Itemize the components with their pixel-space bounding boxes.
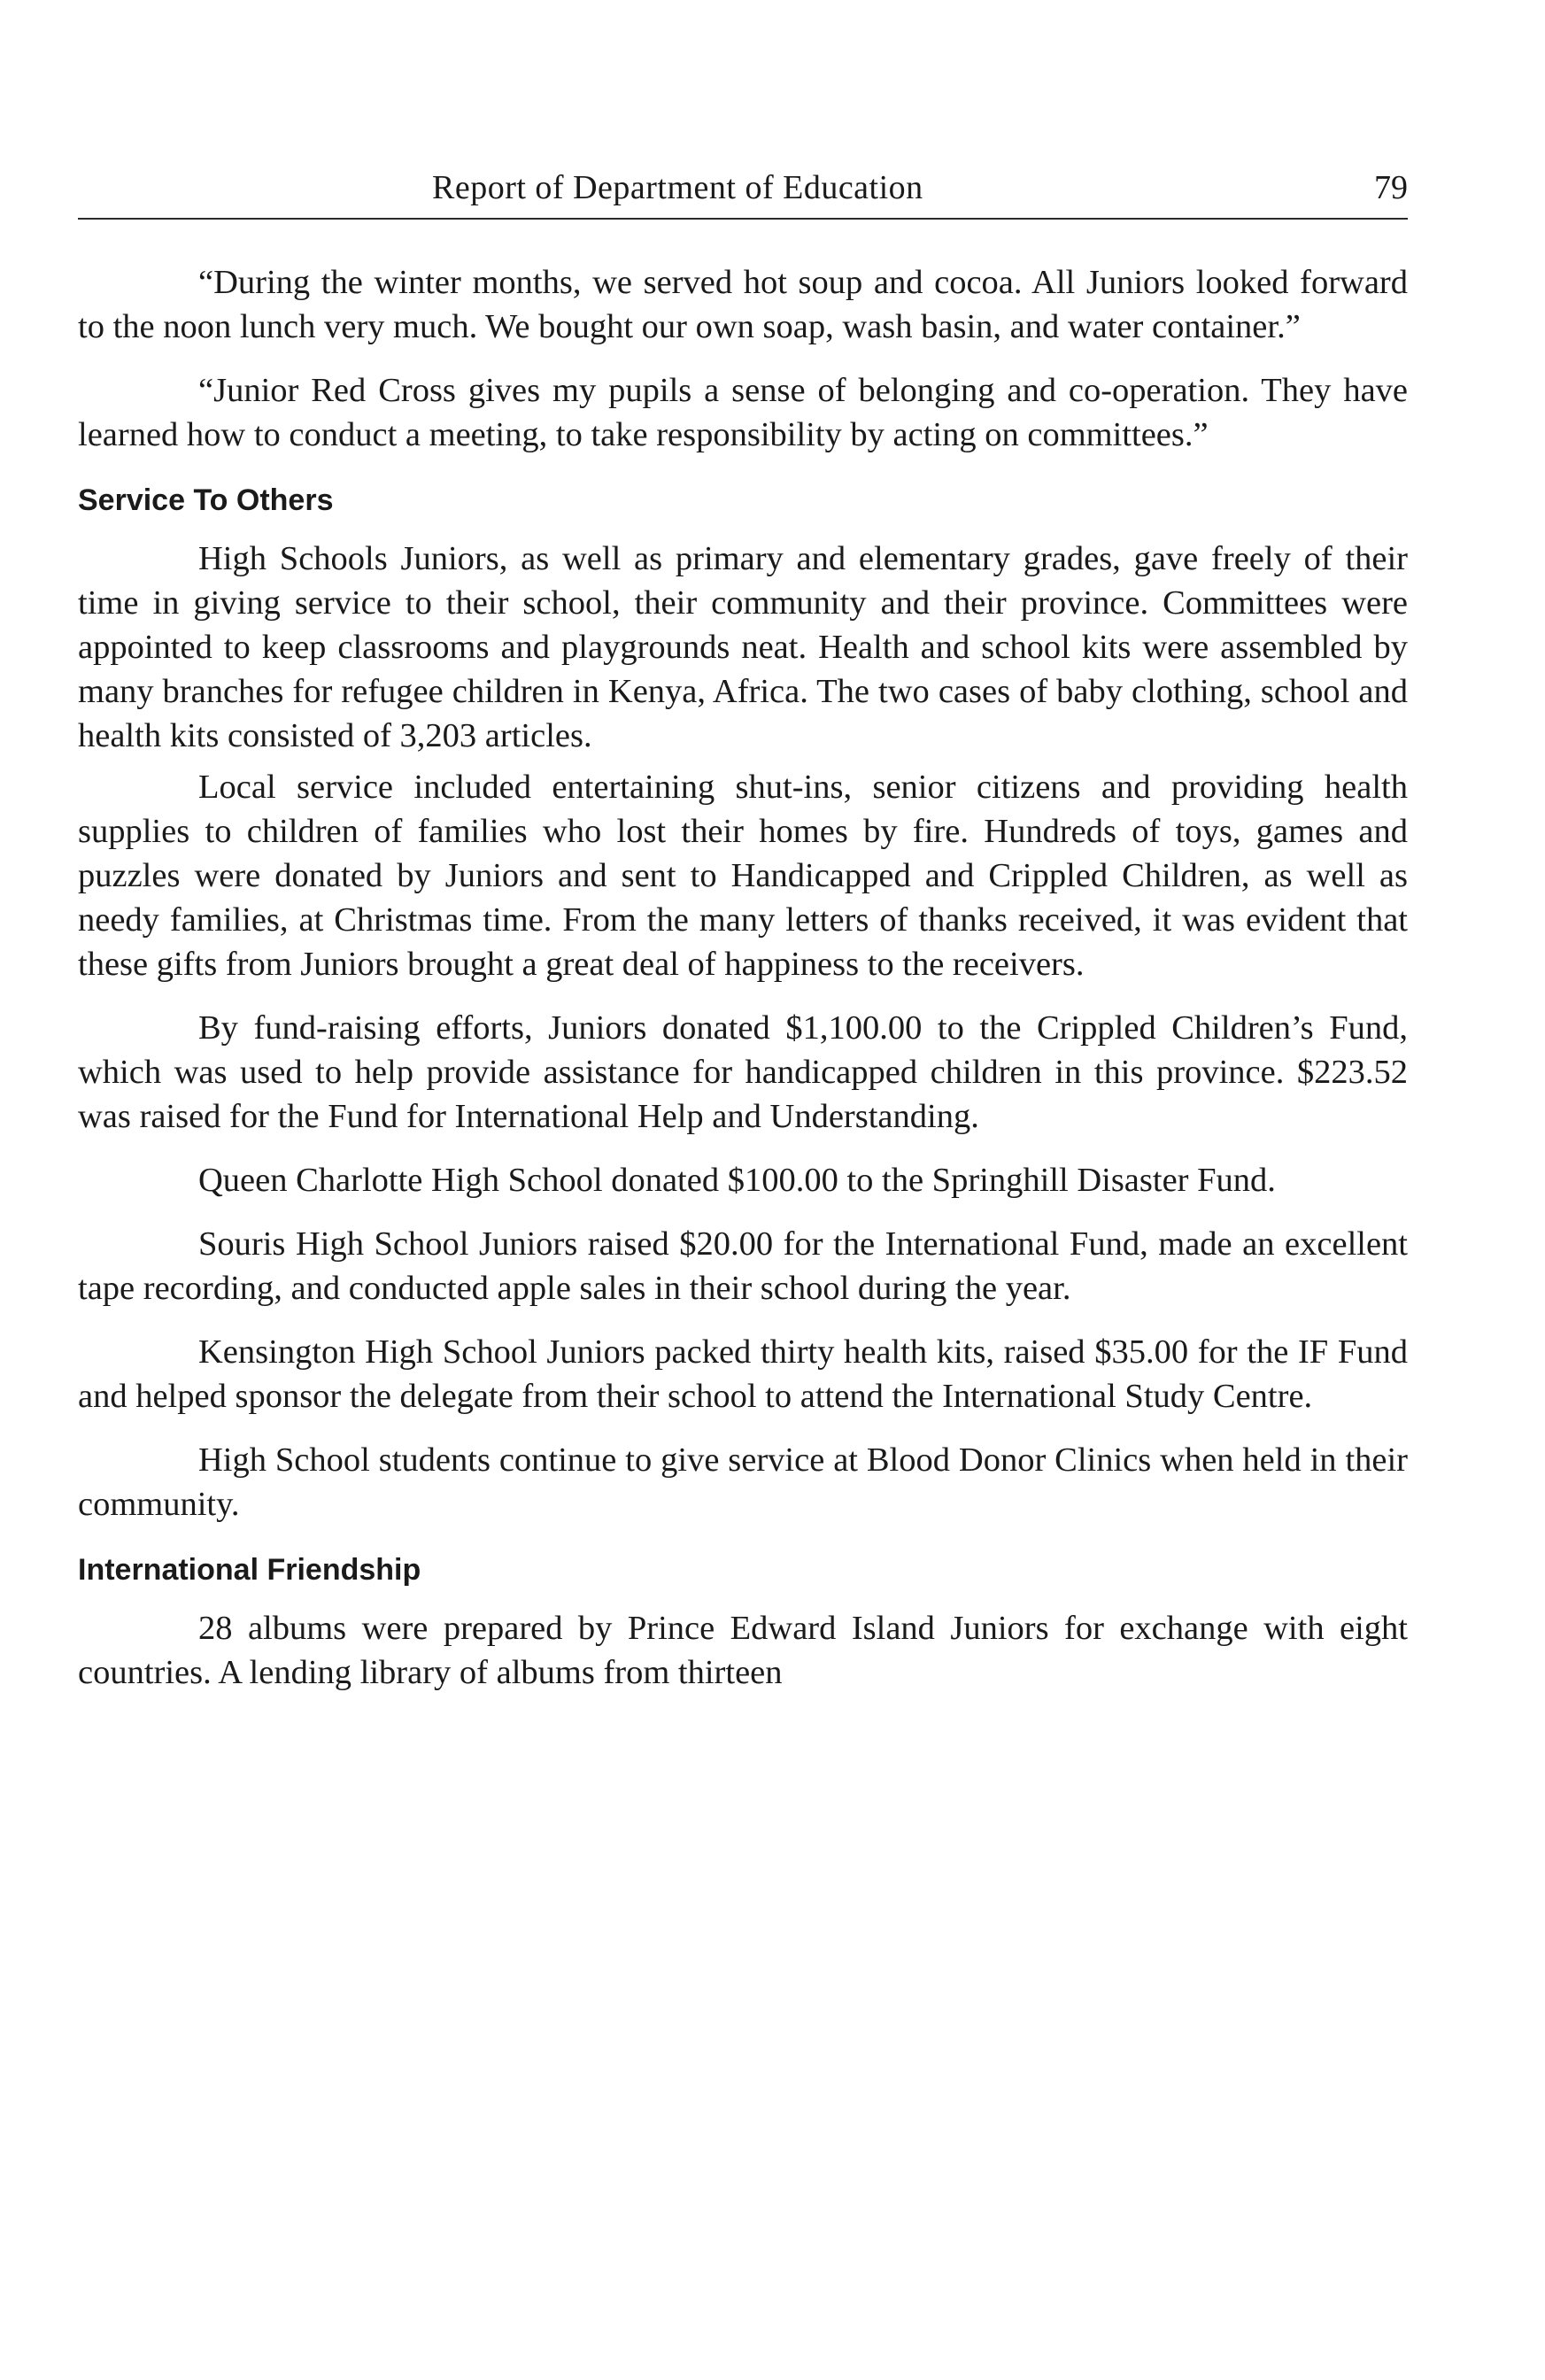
section-heading-international: International Friendship xyxy=(78,1553,421,1587)
section-heading-service: Service To Others xyxy=(78,483,334,517)
paragraph-albums: 28 albums were prepared by Prince Edward Island Juniors for exchange with eight countries. A lending library of albums from thirteen xyxy=(78,1610,1408,1691)
paragraph-service-1: High Schools Juniors, as well as primary and elementary grades, gave freely of their time in giving service to their school, their community and their province. Committees were appointed to keep classrooms and playgrounds neat. Health and school kits were assembled by many branches for refugee children in Kenya, Africa. The two cases of baby clothing, school and health kits consisted of 3,203 articles. xyxy=(78,540,1408,754)
running-title: Report of Department of Education xyxy=(432,169,923,206)
body-text xyxy=(78,260,1408,1695)
paragraph-kensington: Kensington High School Juniors packed thirty health kits, raised $35.00 for the IF Fund and helped sponsor the delegate from their school to attend the International Study Centre. xyxy=(78,1333,1408,1415)
document-page xyxy=(78,168,1408,1714)
paragraph-blood-donor: High School students continue to give service at Blood Donor Clinics when held in their community. xyxy=(78,1441,1408,1523)
running-header xyxy=(78,168,1408,220)
quote-paragraph: “Junior Red Cross gives my pupils a sense of belonging and co-operation. They have learned how to conduct a meeting, to take responsibility by acting on committees.” xyxy=(78,372,1408,453)
page-number: 79 xyxy=(1374,169,1408,206)
quote-paragraph: “During the winter months, we served hot soup and cocoa. All Juniors looked forward to the noon lunch very much. We bought our own soap, wash basin, and water container.” xyxy=(78,264,1408,345)
paragraph-service-2: Local service included entertaining shut-ins, senior citizens and providing health supplies to children of families who lost their homes by fire. Hundreds of toys, games and puzzles were donated by Juniors and sent to Handicapped and Crippled Children, as well as needy families, at Christmas time. From the many letters of thanks received, it was evident that these gifts from Juniors brought a great deal of happiness to the receivers. xyxy=(78,769,1408,983)
paragraph-souris: Souris High School Juniors raised $20.00 for the International Fund, made an excellent tape recording, and conducted apple sales in their school during the year. xyxy=(78,1225,1408,1307)
paragraph-fund: By fund-raising efforts, Juniors donated $1,100.00 to the Crippled Children’s Fund, which was used to help provide assistance for handicapped children in this province. $223.52 was raised for the Fund for International Help and Understanding. xyxy=(78,1009,1408,1135)
paragraph-queen-charlotte: Queen Charlotte High School donated $100.00 to the Springhill Disaster Fund. xyxy=(198,1162,1276,1199)
